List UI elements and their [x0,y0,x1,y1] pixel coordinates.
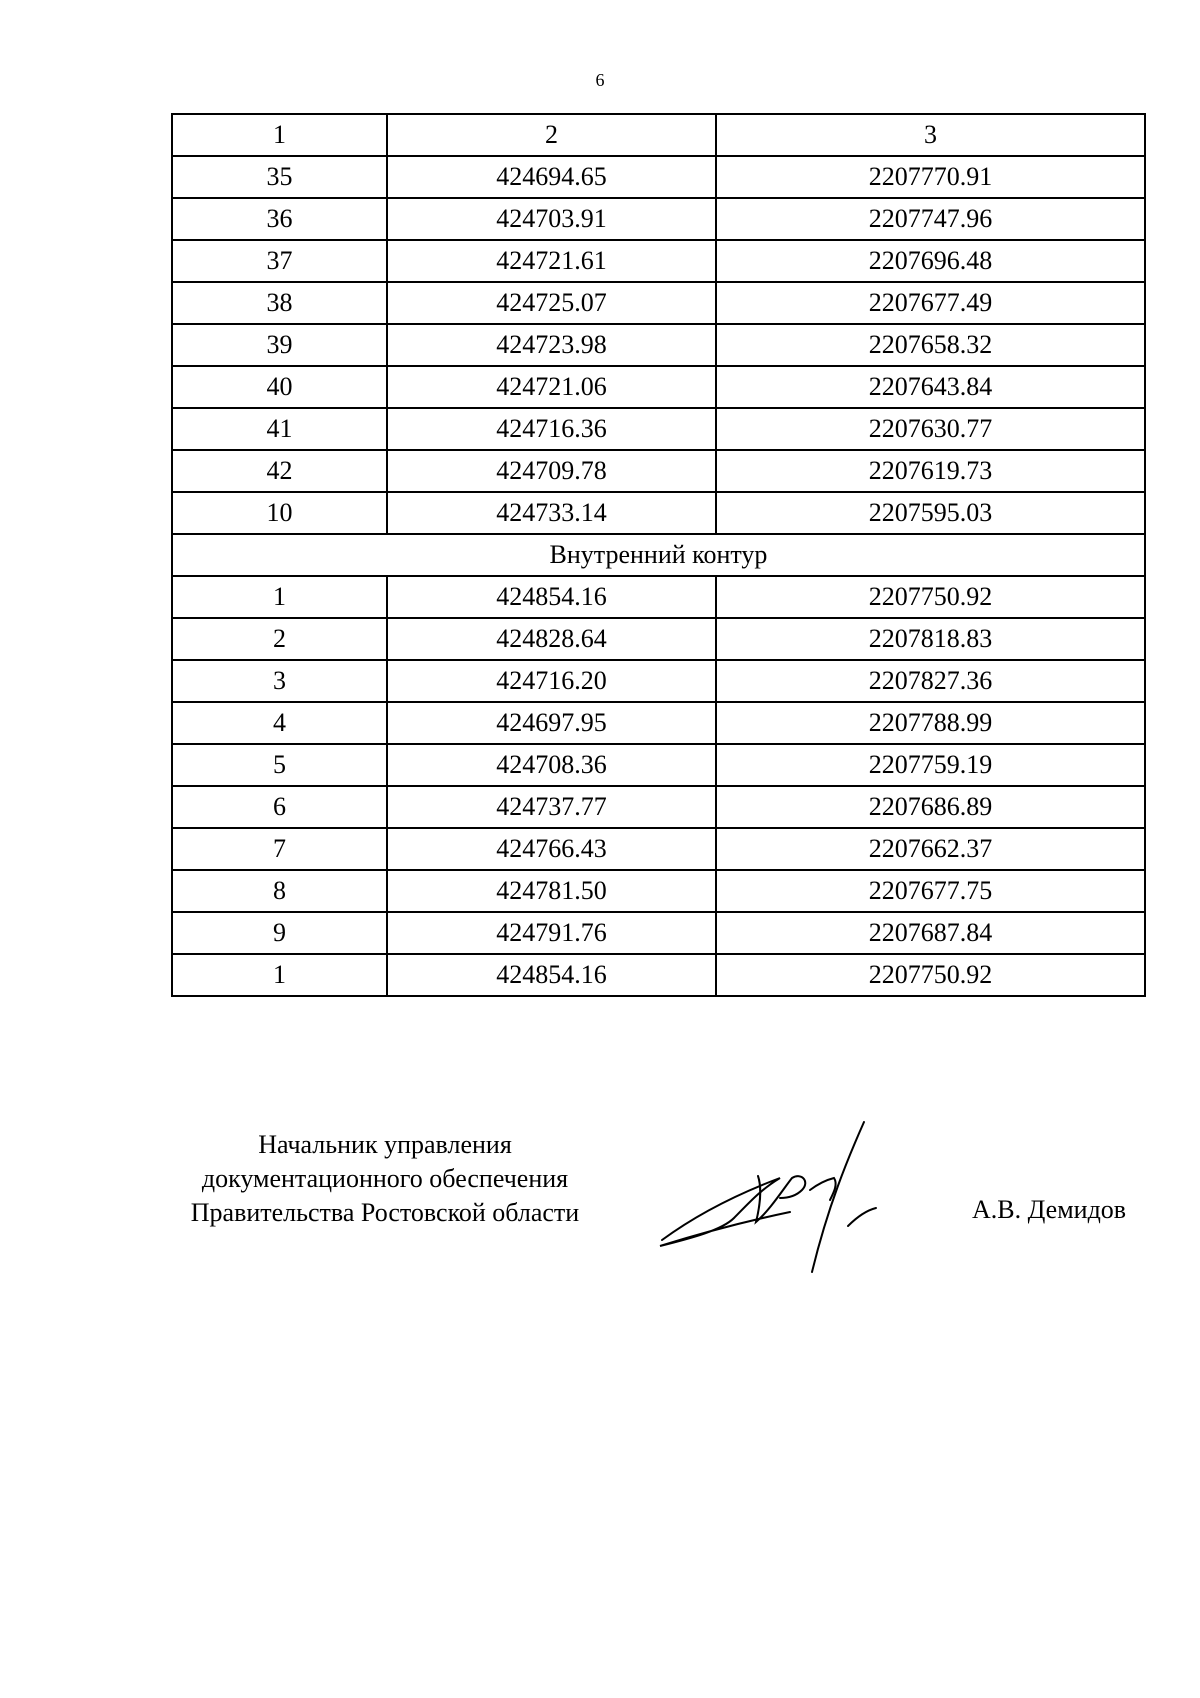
table-row [172,618,1145,660]
table-row [172,954,1145,996]
y-coordinate-cell: 2207750.92 [716,576,1145,618]
table-row [172,492,1145,534]
point-number-cell: 37 [172,240,387,282]
x-coordinate-cell: 424697.95 [387,702,716,744]
table-row [172,870,1145,912]
x-coordinate-cell: 424709.78 [387,450,716,492]
header-cell: 3 [716,114,1145,156]
y-coordinate-cell: 2207770.91 [716,156,1145,198]
table-row [172,240,1145,282]
point-number-cell: 3 [172,660,387,702]
table-row [172,282,1145,324]
table-row [172,576,1145,618]
y-coordinate-cell: 2207827.36 [716,660,1145,702]
header-cell: 1 [172,114,387,156]
point-number-cell: 5 [172,744,387,786]
y-coordinate-cell: 2207696.48 [716,240,1145,282]
x-coordinate-cell: 424716.36 [387,408,716,450]
point-number-cell: 6 [172,786,387,828]
header-cell: 2 [387,114,716,156]
table-row [172,702,1145,744]
position-line: Правительства Ростовской области [190,1198,580,1227]
y-coordinate-cell: 2207750.92 [716,954,1145,996]
x-coordinate-cell: 424766.43 [387,828,716,870]
y-coordinate-cell: 2207686.89 [716,786,1145,828]
point-number-cell: 7 [172,828,387,870]
y-coordinate-cell: 2207630.77 [716,408,1145,450]
y-coordinate-cell: 2207677.49 [716,282,1145,324]
point-number-cell: 4 [172,702,387,744]
table-row [172,408,1145,450]
point-number-cell: 10 [172,492,387,534]
point-number-cell: 9 [172,912,387,954]
y-coordinate-cell: 2207818.83 [716,618,1145,660]
y-coordinate-cell: 2207759.19 [716,744,1145,786]
table-row [172,156,1145,198]
signer-position [170,1128,600,1230]
y-coordinate-cell: 2207687.84 [716,912,1145,954]
point-number-cell: 1 [172,954,387,996]
x-coordinate-cell: 424854.16 [387,954,716,996]
coordinates-table [171,113,1146,997]
x-coordinate-cell: 424791.76 [387,912,716,954]
point-number-cell: 42 [172,450,387,492]
point-number-cell: 36 [172,198,387,240]
table-row [172,366,1145,408]
y-coordinate-cell: 2207788.99 [716,702,1145,744]
x-coordinate-cell: 424694.65 [387,156,716,198]
point-number-cell: 40 [172,366,387,408]
table-header-row [172,114,1145,156]
page-number: 6 [595,70,605,90]
table-row [172,324,1145,366]
table-row [172,450,1145,492]
position-line: Начальник управления [258,1130,512,1159]
x-coordinate-cell: 424781.50 [387,870,716,912]
position-line: документационного обеспечения [201,1164,569,1193]
table-row [172,786,1145,828]
y-coordinate-cell: 2207747.96 [716,198,1145,240]
table-row [172,828,1145,870]
y-coordinate-cell: 2207619.73 [716,450,1145,492]
section-title: Внутренний контур [172,534,1145,576]
y-coordinate-cell: 2207662.37 [716,828,1145,870]
table-row [172,198,1145,240]
x-coordinate-cell: 424733.14 [387,492,716,534]
handwritten-signature [652,1118,937,1276]
x-coordinate-cell: 424725.07 [387,282,716,324]
x-coordinate-cell: 424723.98 [387,324,716,366]
y-coordinate-cell: 2207677.75 [716,870,1145,912]
point-number-cell: 41 [172,408,387,450]
point-number-cell: 1 [172,576,387,618]
table-row [172,912,1145,954]
point-number-cell: 39 [172,324,387,366]
x-coordinate-cell: 424721.61 [387,240,716,282]
x-coordinate-cell: 424716.20 [387,660,716,702]
x-coordinate-cell: 424828.64 [387,618,716,660]
point-number-cell: 8 [172,870,387,912]
table-row [172,744,1145,786]
table-row [172,660,1145,702]
point-number-cell: 35 [172,156,387,198]
point-number-cell: 2 [172,618,387,660]
y-coordinate-cell: 2207595.03 [716,492,1145,534]
x-coordinate-cell: 424703.91 [387,198,716,240]
point-number-cell: 38 [172,282,387,324]
signer-name: А.В. Демидов [972,1195,1127,1224]
y-coordinate-cell: 2207643.84 [716,366,1145,408]
section-title-row [172,534,1145,576]
y-coordinate-cell: 2207658.32 [716,324,1145,366]
x-coordinate-cell: 424854.16 [387,576,716,618]
x-coordinate-cell: 424737.77 [387,786,716,828]
x-coordinate-cell: 424721.06 [387,366,716,408]
x-coordinate-cell: 424708.36 [387,744,716,786]
